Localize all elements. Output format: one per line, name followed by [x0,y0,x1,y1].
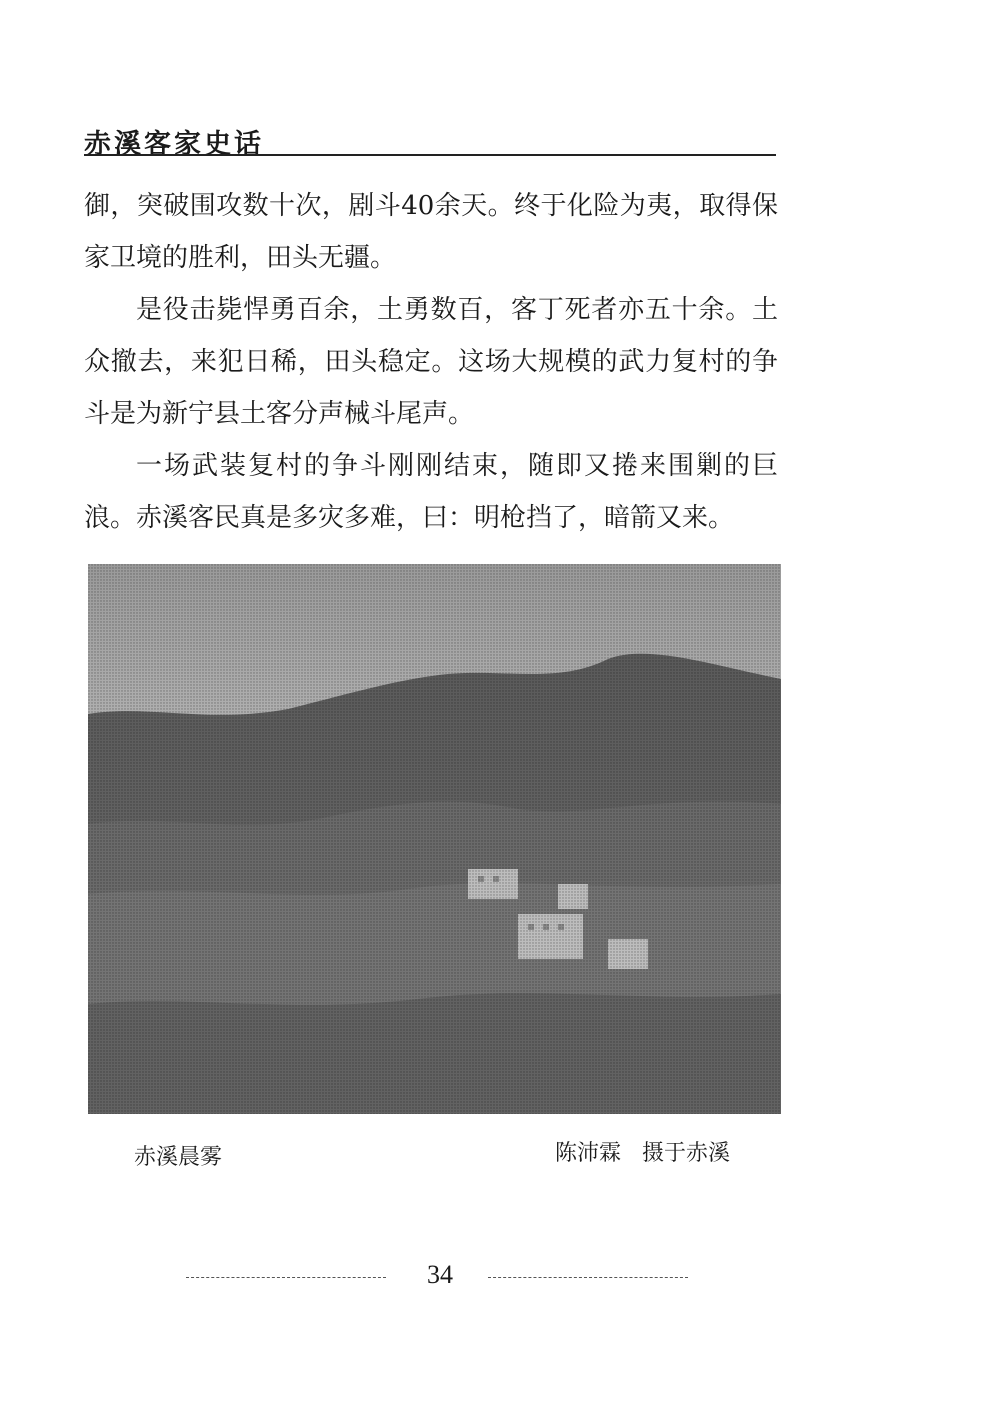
photo-caption: 赤溪晨雾 [134,1145,223,1170]
paragraph-2: 是役击毙悍勇百余，土勇数百，客丁死者亦五十余。土众撤去，来犯日稀，田头稳定。这场大规模的武力复村的争斗是为新宁县土客分声械斗尾声。 [84,295,778,429]
header-rule [84,154,776,156]
running-header [84,118,776,158]
paragraph-1: 御，突破围攻数十次，剧斗40余天。终于化险为夷，取得保家卫境的胜利，田头无疆。 [84,191,778,273]
book-title: 赤溪客家史话 [84,129,264,160]
paragraph-3: 一场武装复村的争斗刚刚结束，随即又捲来围剿的巨浪。赤溪客民真是多灾多难，曰：明枪挡了，暗箭又来。 [84,451,778,533]
body-text [84,180,778,544]
photo-image [88,564,781,1114]
photo-credit: 陈沛霖 摄于赤溪 [555,1141,730,1166]
landscape-photo [88,564,781,1114]
page-number: 34 [427,1260,453,1289]
footer-rule-right [488,1277,688,1278]
footer-rule-left [186,1277,386,1278]
